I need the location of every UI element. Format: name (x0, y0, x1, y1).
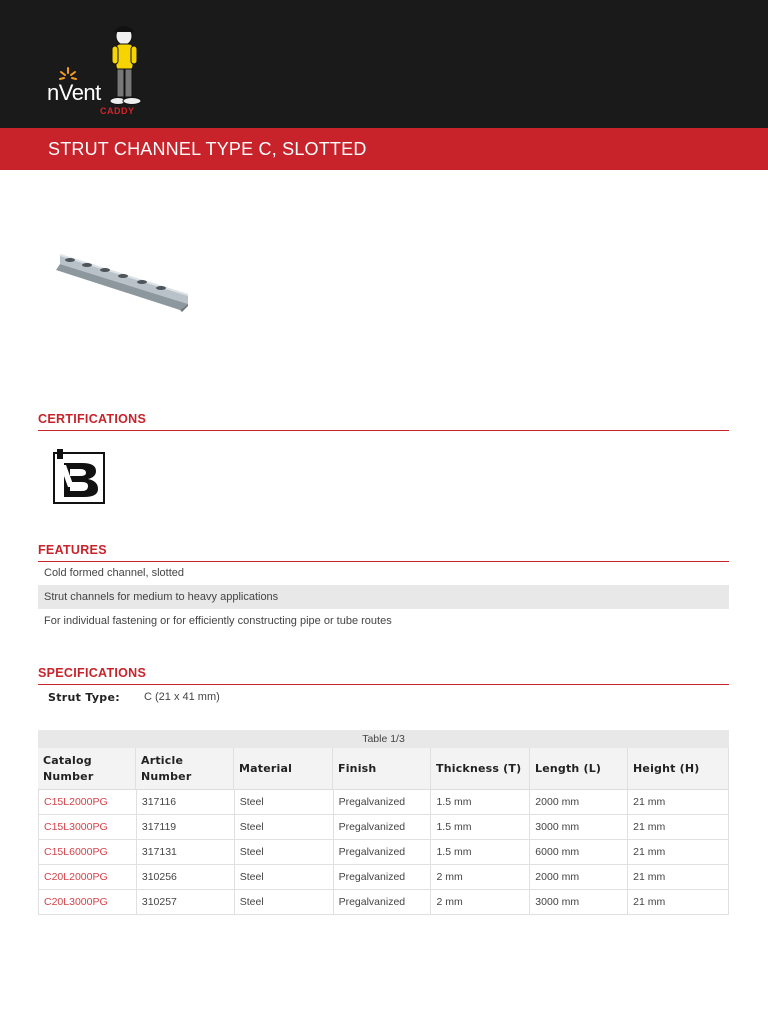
features-label: FEATURES (38, 543, 107, 557)
table-cell: Pregalvanized (334, 890, 432, 914)
column-header: Catalog Number (38, 748, 136, 789)
table-row (38, 790, 729, 815)
catalog-number-link[interactable]: C20L3000PG (39, 890, 137, 914)
certification-mark-icon (52, 447, 106, 505)
title-bar (0, 128, 768, 170)
table-cell: Pregalvanized (334, 840, 432, 864)
table-cell: 6000 mm (530, 840, 628, 864)
table-row (38, 890, 729, 915)
table-cell: Pregalvanized (334, 865, 432, 889)
table-cell: 310256 (137, 865, 235, 889)
table-cell: Steel (235, 840, 334, 864)
certifications-label: CERTIFICATIONS (38, 412, 147, 426)
table-cell: Steel (235, 790, 334, 814)
list-item: For individual fastening or for efficiently constructing pipe or tube routes (44, 615, 392, 627)
certifications-heading (38, 410, 729, 431)
list-item: Strut channels for medium to heavy applications (38, 585, 729, 609)
table-cell: 317119 (137, 815, 235, 839)
column-header: Finish (333, 748, 431, 789)
specifications-heading (38, 664, 729, 685)
table-cell: 21 mm (628, 790, 729, 814)
table-cell: Pregalvanized (334, 815, 432, 839)
table-cell: 1.5 mm (431, 790, 530, 814)
table-cell: 2000 mm (530, 865, 628, 889)
list-item: Cold formed channel, slotted (44, 567, 185, 579)
table-cell: 2 mm (431, 865, 530, 889)
strut-type-value: C (21 x 41 mm) (144, 691, 220, 703)
table-cell: 21 mm (628, 840, 729, 864)
brand-logo[interactable] (44, 22, 154, 122)
brand-name: nVent (47, 80, 101, 105)
table-cell: 310257 (137, 890, 235, 914)
features-heading (38, 541, 729, 562)
column-header: Article Number (136, 748, 234, 789)
table-cell: 1.5 mm (431, 840, 530, 864)
catalog-number-link[interactable]: C15L2000PG (39, 790, 137, 814)
catalog-number-link[interactable]: C15L3000PG (39, 815, 137, 839)
table-cell: 1.5 mm (431, 815, 530, 839)
table-row (38, 815, 729, 840)
table-cell: 317131 (137, 840, 235, 864)
brand-sub: CADDY (100, 106, 135, 116)
caddy-mascot-icon (104, 22, 148, 106)
table-cell: 21 mm (628, 865, 729, 889)
catalog-number-link[interactable]: C15L6000PG (39, 840, 137, 864)
catalog-number-link[interactable]: C20L2000PG (39, 865, 137, 889)
column-header: Thickness (T) (431, 748, 530, 789)
table-cell: Steel (235, 815, 334, 839)
table-cell: 2000 mm (530, 790, 628, 814)
table-cell: 3000 mm (530, 890, 628, 914)
table-row (38, 865, 729, 890)
table-header (38, 748, 729, 790)
column-header: Material (234, 748, 333, 789)
strut-type-label: Strut Type: (48, 691, 120, 704)
specifications-label: SPECIFICATIONS (38, 666, 147, 680)
strut-type (48, 691, 220, 704)
table-caption: Table 1/3 (38, 730, 729, 748)
page-title: STRUT CHANNEL TYPE C, SLOTTED (48, 139, 367, 159)
table-row (38, 840, 729, 865)
table-cell: Pregalvanized (334, 790, 432, 814)
column-header: Height (H) (628, 748, 729, 789)
feature-list (38, 561, 729, 633)
table-cell: Steel (235, 890, 334, 914)
table-body (38, 790, 729, 915)
table-cell: 21 mm (628, 890, 729, 914)
strut-channel-image (48, 208, 200, 350)
table-cell: 3000 mm (530, 815, 628, 839)
page-header (0, 0, 768, 128)
table-cell: 2 mm (431, 890, 530, 914)
table-cell: 317116 (137, 790, 235, 814)
table-cell: Steel (235, 865, 334, 889)
column-header: Length (L) (530, 748, 628, 789)
table-cell: 21 mm (628, 815, 729, 839)
